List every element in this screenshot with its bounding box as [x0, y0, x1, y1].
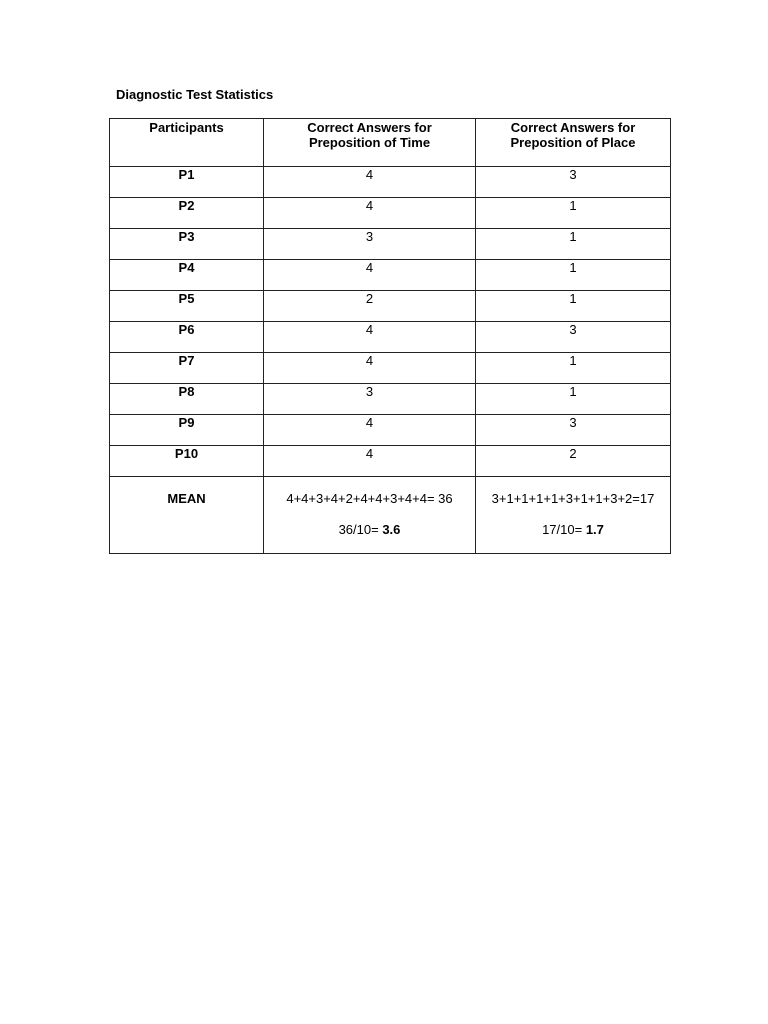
- table-row: [110, 353, 671, 384]
- mean-place-cell: [476, 477, 671, 554]
- place-division-text: 17/10=: [542, 522, 586, 537]
- time-mean-calculation: [264, 522, 475, 537]
- time-score-cell: 4: [264, 415, 476, 446]
- header-participants-label: Participants: [149, 120, 224, 135]
- time-sum-calculation: 4+4+3+4+2+4+4+3+4+4= 36: [286, 491, 453, 506]
- place-score-cell: 3: [476, 322, 671, 353]
- mean-label-cell: MEAN: [110, 477, 264, 554]
- header-time-line-1: Correct Answers for: [307, 120, 432, 135]
- time-score-cell: 4: [264, 353, 476, 384]
- place-score-cell: 2: [476, 446, 671, 477]
- header-participants: [110, 119, 264, 167]
- header-preposition-of-time: [264, 119, 476, 167]
- place-mean-calculation: [476, 522, 670, 537]
- participant-id-cell: P5: [110, 291, 264, 322]
- time-score-cell: 4: [264, 260, 476, 291]
- participant-id-cell: P4: [110, 260, 264, 291]
- participant-id-cell: P9: [110, 415, 264, 446]
- header-place-line-1: Correct Answers for: [510, 120, 636, 135]
- place-sum-calculation: 3+1+1+1+1+3+1+1+3+2=17: [491, 491, 655, 506]
- participant-id-cell: P7: [110, 353, 264, 384]
- table-row: [110, 198, 671, 229]
- header-preposition-of-place: [476, 119, 671, 167]
- participant-id-cell: P2: [110, 198, 264, 229]
- place-score-cell: 1: [476, 229, 671, 260]
- time-score-cell: 3: [264, 384, 476, 415]
- place-score-cell: 1: [476, 198, 671, 229]
- place-score-cell: 3: [476, 167, 671, 198]
- mean-row: [110, 477, 671, 554]
- header-time-line-2: Preposition of Time: [308, 135, 431, 150]
- participant-id-cell: P10: [110, 446, 264, 477]
- place-mean-result: 1.7: [585, 522, 604, 537]
- document-title: Diagnostic Test Statistics: [116, 87, 274, 102]
- table-row: [110, 291, 671, 322]
- place-score-cell: 3: [476, 415, 671, 446]
- place-score-cell: 1: [476, 384, 671, 415]
- table-row: [110, 229, 671, 260]
- table-row: [110, 446, 671, 477]
- header-place-line-2: Preposition of Place: [510, 135, 636, 150]
- table-row: [110, 384, 671, 415]
- participant-id-cell: P6: [110, 322, 264, 353]
- table-header-row: [110, 119, 671, 167]
- place-score-cell: 1: [476, 353, 671, 384]
- time-score-cell: 2: [264, 291, 476, 322]
- time-division-text: 36/10=: [338, 522, 383, 537]
- participant-id-cell: P8: [110, 384, 264, 415]
- table-row: [110, 415, 671, 446]
- time-score-cell: 3: [264, 229, 476, 260]
- time-score-cell: 4: [264, 198, 476, 229]
- time-mean-result: 3.6: [382, 522, 401, 537]
- mean-time-cell: [264, 477, 476, 554]
- place-score-cell: 1: [476, 291, 671, 322]
- time-score-cell: 4: [264, 322, 476, 353]
- participant-id-cell: P3: [110, 229, 264, 260]
- table-row: [110, 167, 671, 198]
- time-score-cell: 4: [264, 446, 476, 477]
- table-row: [110, 260, 671, 291]
- table-row: [110, 322, 671, 353]
- participant-id-cell: P1: [110, 167, 264, 198]
- diagnostic-statistics-table: [109, 118, 671, 554]
- time-score-cell: 4: [264, 167, 476, 198]
- place-score-cell: 1: [476, 260, 671, 291]
